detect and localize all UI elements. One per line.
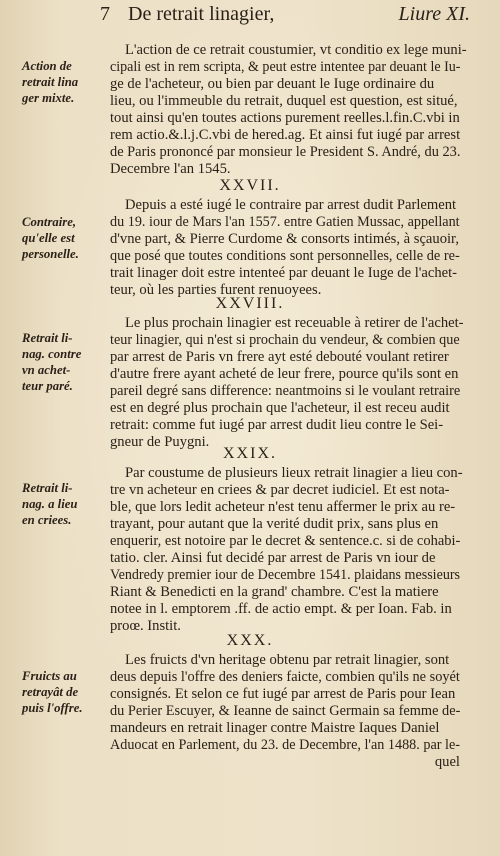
- margin-line: Action de: [22, 58, 72, 73]
- margin-line: puis l'offre.: [22, 700, 83, 715]
- text-line: consignés. Et selon ce fut iugé par arrest de Paris pour Iean: [110, 686, 456, 702]
- margin-line: vn achet-: [22, 362, 71, 377]
- text-line: du 19. iour de Mars l'an 1557. entre Gatien Mussac, appellant: [110, 214, 460, 230]
- catchword: quel: [434, 754, 460, 770]
- section-heading-29: XXIX.: [223, 445, 277, 462]
- text-line: teur linagier, qui n'est si prochain du vendeur, & combien que: [110, 332, 460, 348]
- text-line: notee in l. emptorem .ff. de actio empt. & per Ioan. Fab. in: [110, 601, 452, 617]
- text-line: est en degré plus prochain que l'acheteur, il est receu audit: [110, 400, 450, 416]
- text-line: tout ainsi qu'en toutes actions purement reelles.l.fin.C.vbi in: [110, 110, 460, 126]
- text-line: par arrest de Paris vn frere ayt esté debouté voulant retirer: [110, 349, 449, 365]
- section-heading-30: XXX.: [226, 632, 274, 649]
- text-line: trayant, pour autant que la verité dudit prix, sans plus en: [110, 516, 439, 532]
- section-heading-28: XXVIII.: [215, 295, 285, 312]
- text-line: ble, que lors ledit acheteur n'est tenu affermer le prix au re-: [110, 499, 456, 515]
- text-line: ge de l'acheteur, ou bien par deuant le Iuge ordinaire du: [110, 76, 435, 92]
- text-line: que posé que toutes conditions sont personnelles, celle de re-: [110, 248, 460, 264]
- text-line: tre vn acheteur en criees & par decret iudiciel. Et est nota-: [110, 482, 450, 498]
- margin-line: Retrait li-: [22, 480, 73, 495]
- text-line: mandeurs en retrait linager contre Maistre Iaques Daniel: [110, 720, 440, 736]
- margin-line: retrayât de: [22, 684, 79, 699]
- margin-note-retrait-prochain: [22, 330, 112, 394]
- text-line: Par coustume de plusieurs lieux retrait linagier a lieu con-: [125, 465, 463, 481]
- margin-note-criees: [22, 480, 112, 528]
- text-line: rem actio.&.l.j.C.vbi de hered.ag. Et ainsi fut iugé par arrest: [110, 127, 461, 143]
- text-line: pareil degré sans difference: neantmoins si le voulant retraire: [110, 383, 461, 399]
- margin-line: Fruicts au: [22, 668, 77, 683]
- text-line: de Paris prononcé par monsieur le President S. André, du 23.: [110, 144, 461, 160]
- text-line: Decembre l'an 1545.: [110, 161, 231, 177]
- margin-line: ger mixte.: [22, 90, 75, 105]
- running-header: [100, 3, 470, 29]
- text-line: retrait: comme fut iugé par arrest dudit lieu contre le Sei-: [110, 417, 444, 433]
- margin-line: qu'elle est: [22, 230, 75, 245]
- text-line: teur, où les parties furent renuoyees.: [110, 282, 322, 298]
- header-title: De retrait linagier,: [128, 3, 275, 25]
- text-line: d'vne part, & Pierre Curdome & consorts intimés, à sçauoir,: [110, 231, 459, 247]
- text-line: lieu, ou l'immeuble du retrait, duquel est question, est situé,: [110, 93, 458, 109]
- margin-line: personelle.: [22, 246, 79, 261]
- text-line: Les fruicts d'vn heritage obtenu par retrait linagier, sont: [125, 652, 450, 668]
- section-heading-27: XXVII.: [219, 177, 281, 194]
- header-book: Liure XI.: [398, 3, 470, 25]
- margin-line: nag. a lieu: [22, 496, 78, 511]
- text-line: cipali est in rem scripta, & peut estre intentee par deuant le Iu-: [110, 59, 461, 75]
- margin-line: en criees.: [22, 512, 72, 527]
- margin-note-contraire: [22, 214, 112, 262]
- text-line: du Perier Escuyer, & Ieanne de sainct Germain sa femme de-: [110, 703, 461, 719]
- text-line: L'action de ce retrait coustumier, vt conditio ex lege muni-: [125, 42, 467, 58]
- text-line: deus depuis l'offre des deniers faicte, combien qu'ils ne soyét: [110, 669, 460, 685]
- margin-note-action: [22, 58, 112, 106]
- text-line: enquerir, est notoire par le decret & sentence.c. si de cohabi-: [110, 533, 461, 549]
- text-line: Depuis a esté iugé le contraire par arrest dudit Parlement: [125, 197, 457, 213]
- text-line: d'autre frere ayant acheté de leur frere, pource qu'ils sont en: [110, 366, 459, 382]
- margin-note-fruicts: [22, 668, 112, 716]
- margin-line: teur paré.: [22, 378, 73, 393]
- margin-line: retrait lina: [22, 74, 79, 89]
- text-line: gneur de Puygni.: [110, 434, 210, 450]
- margin-line: Retrait li-: [22, 330, 73, 345]
- page-number: 7: [100, 3, 110, 25]
- text-line: Vendredy premier iour de Decembre 1541. plaidans messieurs: [110, 567, 461, 583]
- margin-line: Contraire,: [22, 214, 77, 229]
- text-line: tatio. cler. Ainsi fut decidé par arrest de Paris vn iour de: [110, 550, 436, 566]
- text-line: trait linager doit estre intenteé par deuant le Iuge de l'achet-: [110, 265, 458, 281]
- text-line: proœ. Instit.: [110, 618, 181, 634]
- text-line: Aduocat en Parlement, du 23. de Decembre, l'an 1488. par le-: [110, 737, 460, 753]
- text-line: Riant & Benedicti en la grand' chambre. C'est la matiere: [110, 584, 439, 600]
- margin-line: nag. contre: [22, 346, 82, 361]
- text-line: Le plus prochain linagier est receuable à retirer de l'achet-: [125, 315, 464, 331]
